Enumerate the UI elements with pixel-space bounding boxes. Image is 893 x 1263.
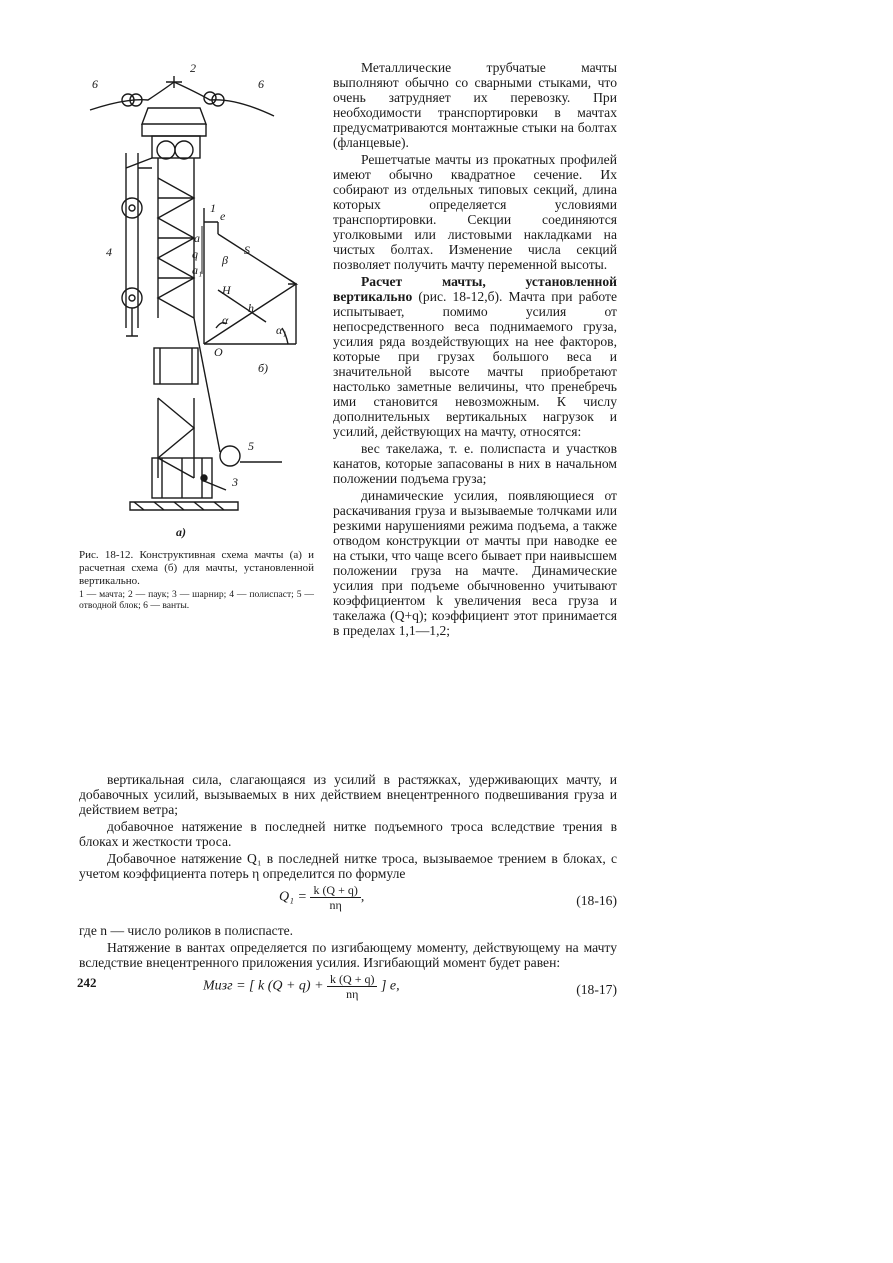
label-guy-left: 6 <box>92 77 98 91</box>
formula-18-16-denominator: nη <box>329 898 342 912</box>
figure-18-12 <box>86 58 322 550</box>
section-heading: Расчет мачты, установленной вертикально <box>333 274 617 304</box>
paragraph-additional-tension: Добавочное натяжение Q₁ в последней нитке троса, вызываемое трением в блоках, с учетом коэффициента потерь η определится по формуле <box>79 851 617 881</box>
formula-18-17-expression <box>203 972 400 1001</box>
label-h: h <box>248 301 254 315</box>
list-item-additional-tension: добавочное натяжение в последней нитке подъемного троса вследствие трения в блоках и жесткости троса. <box>79 819 617 849</box>
list-item-dynamic-forces: динамические усилия, появляющиеся от раскачивания груза и вызываемые толчками или резкими нарушениями режима подъема, а также отводом конструкции от мачты при наводке ее на стыки, что чаще всего бывает при наивысшем положении груза на мачте. Динамические усилия при подъеме обычновенно учитывают коэффициентом k увеличения веса груза и такелажа (Q+q); коэффициент этот принимается в пределах 1,1—1,2; <box>333 488 617 638</box>
formula-18-17-lhs: Mизг = [ k (Q + q) + <box>203 978 328 994</box>
mast-drawing <box>86 58 322 550</box>
section-text: Мачта при работе испытывает, помимо усилия от непосредственного веса поднимаемого груза, усилия ряда воздействующих на нее факторов, которые при грузах большого веса и значительной высоте мачты приобретают настолько заметные величины, что пренебречь ими становится невозможным. К числу дополнительных вертикальных нагрузок и усилий, действующих на мачту, относятся: <box>333 289 617 439</box>
list-item-vertical-force: вертикальная сила, слагающаяся из усилий в растяжках, удерживающих мачту, и добавочных усилий, вызываемых в них действием внецентренного подвешивания груза и действием ветра; <box>79 772 617 817</box>
label-alpha: α <box>222 313 229 327</box>
paragraph-section-intro <box>333 274 617 439</box>
label-pulley: 4 <box>106 245 112 259</box>
formula-18-17-numerator: k (Q + q) <box>327 972 377 987</box>
formula-18-17-denominator: nη <box>346 987 359 1001</box>
caption-legend: 1 — мачта; 2 — паук; 3 — шарнир; 4 — полиспаст; 5 — отводной блок; 6 — ванты. <box>79 589 314 611</box>
right-column <box>333 60 617 640</box>
label-guy-right: 6 <box>258 77 264 91</box>
section-figure-ref: (рис. 18-12,б). <box>412 289 503 304</box>
formula-18-17-fraction <box>327 972 377 1001</box>
paragraph-lattice-masts: Решетчатые мачты из прокатных профилей имеют обычно квадратное сечение. Их собирают из отдельных типовых секций, длина которых определяется условиями транспортировки. Секции соединяются уголковыми или листовыми накладками на чистых болтах. Изменение числа секций позволяет получить мачту переменной высоты. <box>333 152 617 272</box>
label-a1: a₁ <box>192 263 203 277</box>
formula-18-17-number: (18-17) <box>576 982 617 997</box>
list-item-rigging-weight: вес такелажа, т. е. полиспаста и участков канатов, которые запасованы в них в начальном положении подъема груза; <box>333 441 617 486</box>
label-O: O <box>214 345 223 359</box>
page-number: 242 <box>77 975 97 990</box>
full-width-text <box>79 772 617 1012</box>
formula-18-16-fraction <box>310 883 360 912</box>
label-alpha1: α₁ <box>276 323 287 337</box>
label-beta: β <box>222 253 228 267</box>
label-H: H <box>222 283 231 297</box>
formula-18-16-tail: , <box>360 889 365 905</box>
label-sub-b: б) <box>258 361 269 375</box>
formula-18-16-lhs: Q₁ = <box>279 889 311 905</box>
formula-18-16-numerator: k (Q + q) <box>310 883 360 898</box>
formula-18-16-number: (18-16) <box>576 893 617 908</box>
formula-18-16-expression <box>279 883 364 912</box>
formula-18-17 <box>79 972 617 1012</box>
guy-ropes <box>90 82 274 116</box>
label-hinge: 3 <box>232 475 238 489</box>
label-sub-a: а) <box>176 525 186 539</box>
label-mast: 1 <box>210 201 216 215</box>
paragraph-guy-tension: Натяжение в вантах определяется по изгибающему моменту, действующему на мачту вследствие внецентренного приложения усилия. Изгибающий момент будет равен: <box>79 940 617 970</box>
formula-18-17-tail: ] e, <box>377 978 400 994</box>
label-block: 5 <box>248 439 254 453</box>
figure-caption <box>79 549 314 611</box>
label-q: q <box>192 247 198 261</box>
label-e: e <box>220 209 226 223</box>
paragraph-where-n: где n — число роликов в полиспасте. <box>79 923 294 938</box>
caption-title: Рис. 18-12. Конструктивная схема мачты (а) и расчетная схема (б) для мачты, установленной вертикально. <box>79 549 314 587</box>
label-spider: 2 <box>190 61 196 75</box>
label-a: a <box>194 231 200 245</box>
label-S: S <box>244 243 250 257</box>
paragraph-tubular-masts: Металлические трубчатые мачты выполняют обычно со сварными стыками, что очень затрудняет их перевозку. При необходимости транспортировки в мачтах предусматриваются монтажные стыки на болтах (фланцевые). <box>333 60 617 150</box>
formula-18-16 <box>79 883 617 923</box>
